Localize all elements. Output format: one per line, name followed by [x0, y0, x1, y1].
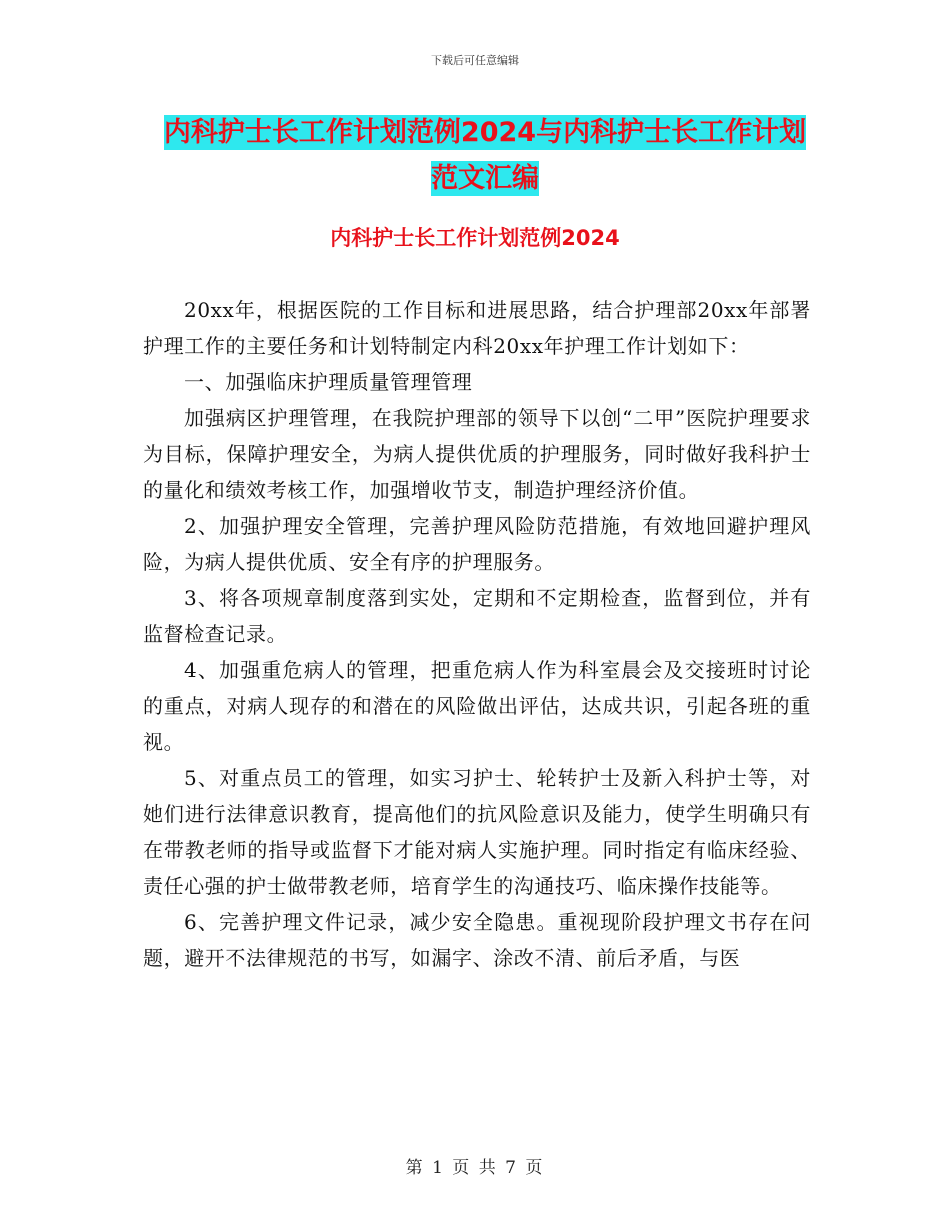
paragraph: 5、对重点员工的管理，如实习护士、轮转护士及新入科护士等，对她们进行法律意识教育，提高他们的抗风险意识及能力，使学生明确只有在带教老师的指导或监督下才能对病人实施护理。同时指定有临床经验、责任心强的护士做带教老师，培育学生的沟通技巧、临床操作技能等。 — [143, 766, 811, 898]
section-title: 内科护士长工作计划范例2024 — [330, 226, 620, 250]
main-title-line-2: 范文汇编 — [431, 163, 539, 194]
page-footer: 第 1 页 共 7 页 — [405, 1158, 545, 1178]
paragraph: 加强病区护理管理，在我院护理部的领导下以创“二甲”医院护理要求为目标，保障护理安全，为病人提供优质的护理服务，同时做好我科护士的量化和绩效考核工作，加强增收节支，制造护理经济价值。 — [143, 406, 811, 502]
header-note: 下载后可任意编辑 — [431, 54, 519, 67]
paragraph: 20xx年，根据医院的工作目标和进展思路，结合护理部20xx年部署护理工作的主要任务和计划特制定内科20xx年护理工作计划如下： — [143, 298, 811, 358]
body-text — [143, 292, 811, 976]
paragraph: 一、加强临床护理质量管理管理 — [184, 370, 473, 394]
paragraph: 2、加强护理安全管理，完善护理风险防范措施，有效地回避护理风险，为病人提供优质、安全有序的护理服务。 — [143, 514, 811, 574]
main-title — [145, 110, 825, 202]
paragraph: 3、将各项规章制度落到实处，定期和不定期检查，监督到位，并有监督检查记录。 — [143, 586, 811, 646]
main-title-line-1: 内科护士长工作计划范例2024与内科护士长工作计划 — [163, 117, 807, 148]
paragraph: 6、完善护理文件记录，减少安全隐患。重视现阶段护理文书存在问题，避开不法律规范的书写，如漏字、涂改不清、前后矛盾，与医 — [143, 910, 811, 970]
paragraph: 4、加强重危病人的管理，把重危病人作为科室晨会及交接班时讨论的重点，对病人现存的和潜在的风险做出评估，达成共识，引起各班的重视。 — [143, 658, 811, 754]
